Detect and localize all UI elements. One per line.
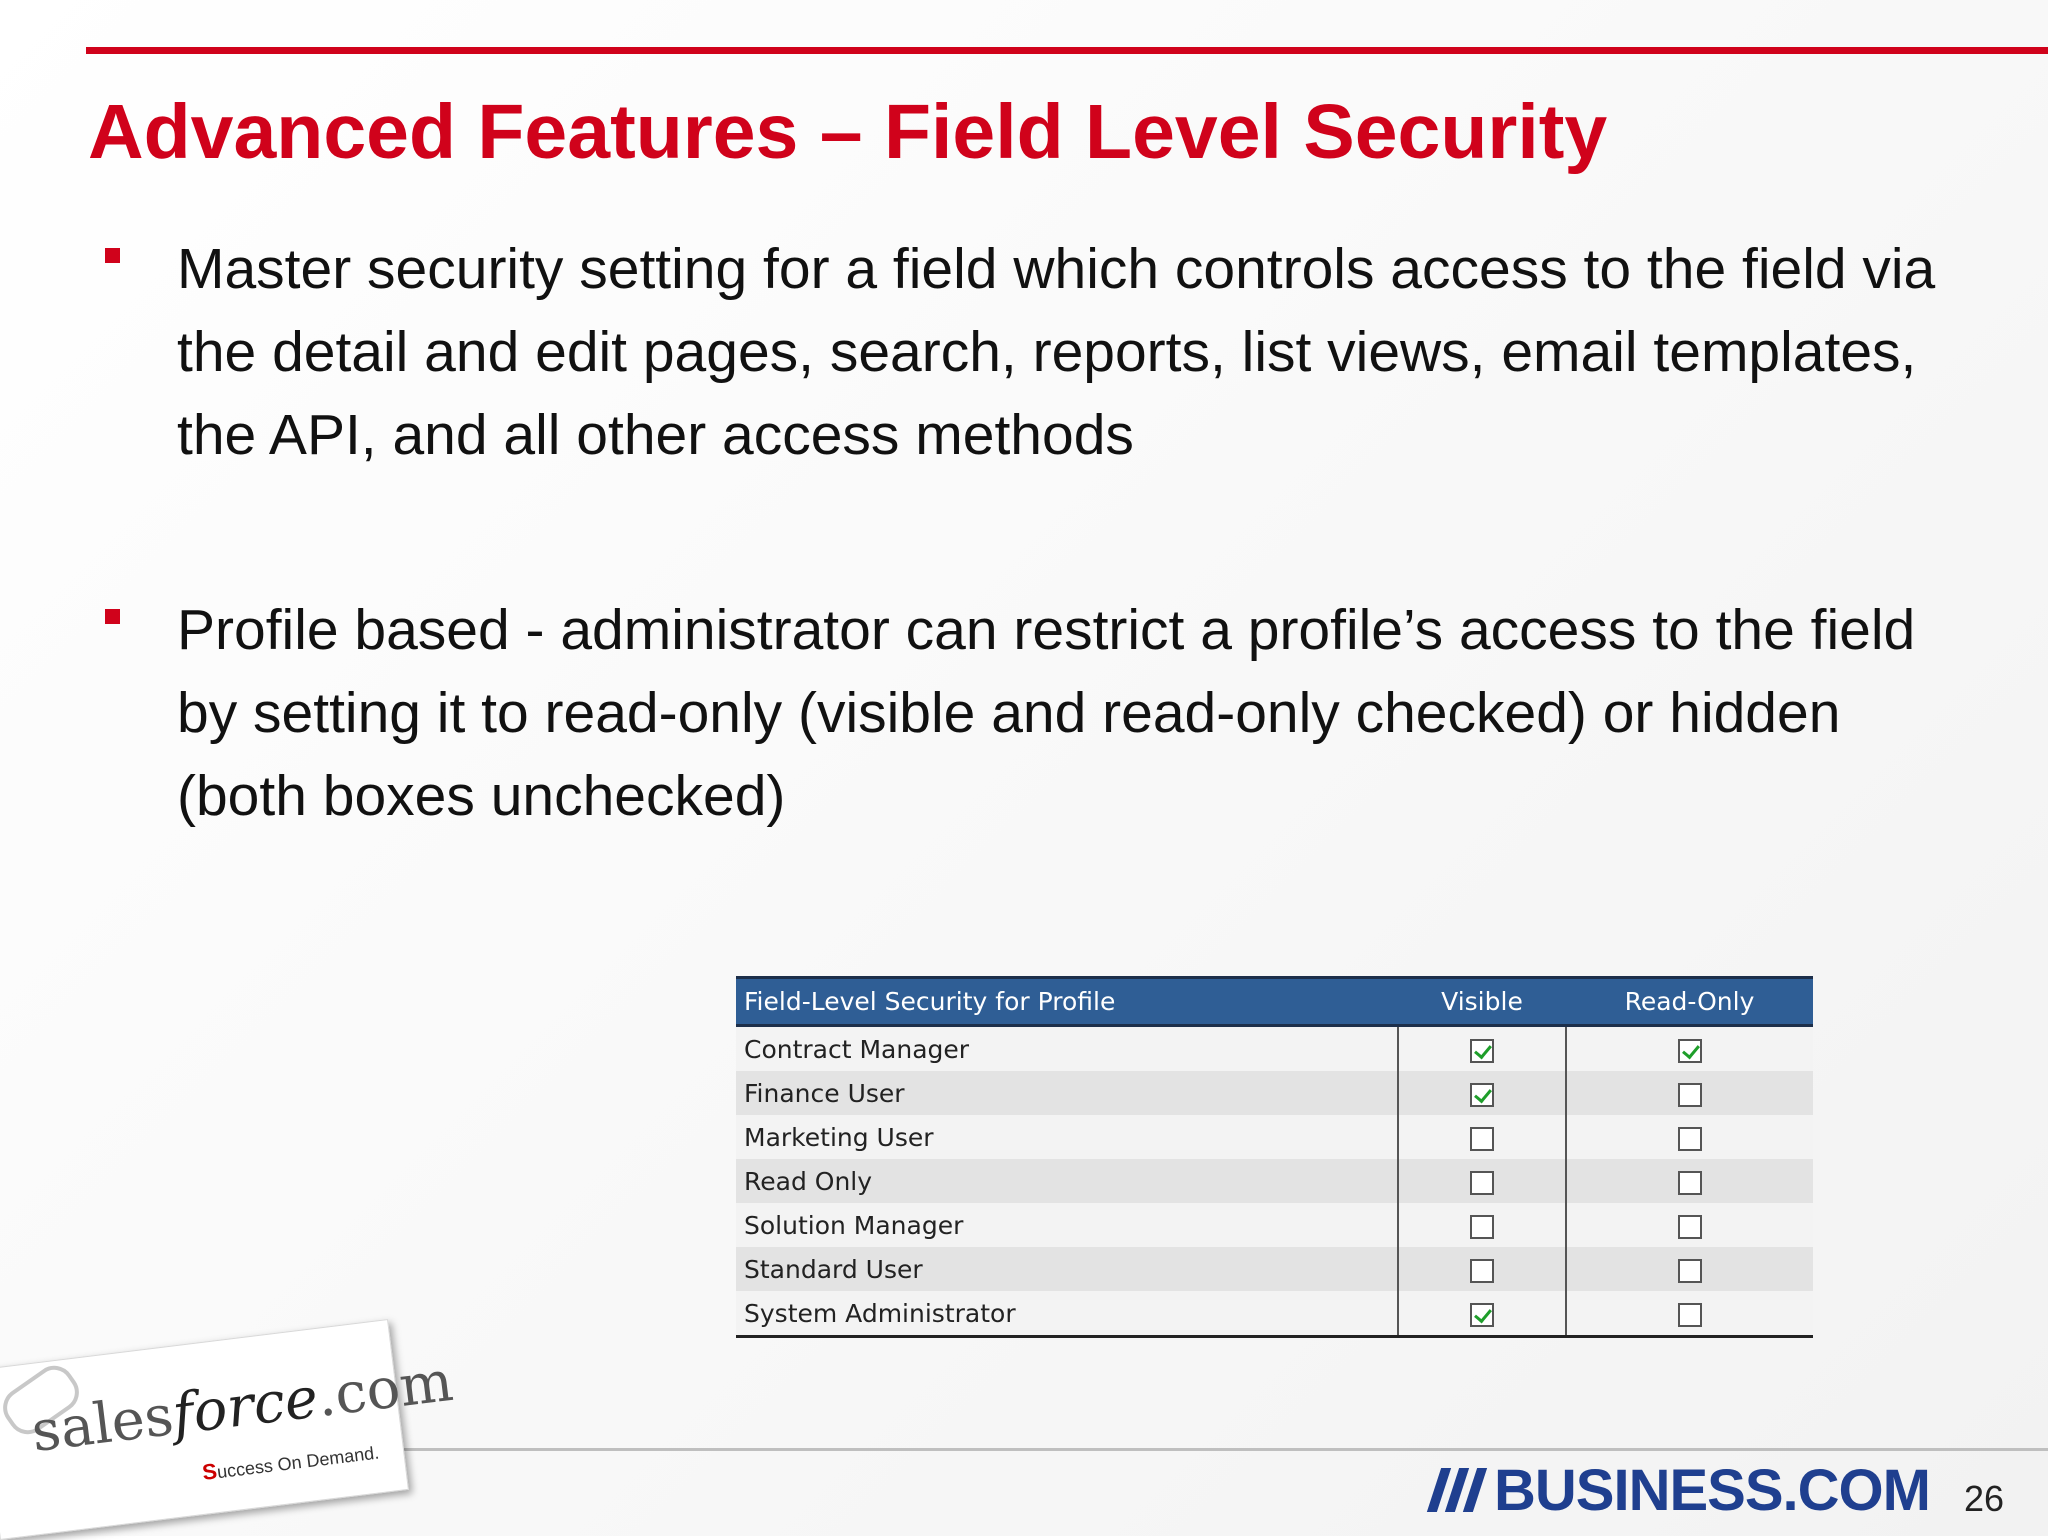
read-only-checkbox[interactable] <box>1678 1259 1702 1283</box>
read-only-checkbox[interactable] <box>1678 1083 1702 1107</box>
table-row <box>736 1159 1813 1203</box>
salesforce-tagline-text: uccess On Demand. <box>215 1442 381 1483</box>
profile-name-cell: Finance User <box>736 1071 1398 1115</box>
visible-checkbox-cell <box>1398 1026 1566 1072</box>
profile-name-cell: Contract Manager <box>736 1026 1398 1072</box>
visible-checkbox[interactable] <box>1470 1039 1494 1063</box>
visible-checkbox-cell <box>1398 1203 1566 1247</box>
page-number: 26 <box>1964 1478 2005 1519</box>
read-only-checkbox-cell <box>1566 1291 1813 1337</box>
profile-name-cell: System Administrator <box>736 1291 1398 1337</box>
table-header-row <box>736 978 1813 1026</box>
table-row <box>736 1115 1813 1159</box>
column-header-visible: Visible <box>1398 978 1566 1026</box>
read-only-checkbox[interactable] <box>1678 1171 1702 1195</box>
salesforce-logo-com: .com <box>313 1348 457 1430</box>
column-header-read-only: Read-Only <box>1566 978 1813 1026</box>
field-level-security-table <box>736 976 1813 1338</box>
read-only-checkbox-cell <box>1566 1247 1813 1291</box>
table-row <box>736 1247 1813 1291</box>
business-com-wordmark: BUSINESS.COM <box>1494 1457 1930 1523</box>
read-only-checkbox-cell <box>1566 1026 1813 1072</box>
visible-checkbox[interactable] <box>1470 1215 1494 1239</box>
visible-checkbox[interactable] <box>1470 1127 1494 1151</box>
visible-checkbox-cell <box>1398 1071 1566 1115</box>
salesforce-logo-sales: sales <box>28 1383 177 1465</box>
read-only-checkbox[interactable] <box>1678 1303 1702 1327</box>
visible-checkbox-cell <box>1398 1291 1566 1337</box>
read-only-checkbox[interactable] <box>1678 1215 1702 1239</box>
read-only-checkbox[interactable] <box>1678 1039 1702 1063</box>
read-only-checkbox[interactable] <box>1678 1127 1702 1151</box>
table-row <box>736 1203 1813 1247</box>
title-rule <box>86 47 2048 54</box>
profile-name-cell: Marketing User <box>736 1115 1398 1159</box>
bullet-square-icon <box>105 248 120 263</box>
profile-name-cell: Standard User <box>736 1247 1398 1291</box>
column-header-profile: Field-Level Security for Profile <box>736 978 1398 1026</box>
visible-checkbox-cell <box>1398 1159 1566 1203</box>
profile-name-cell: Solution Manager <box>736 1203 1398 1247</box>
slide-title: Advanced Features – Field Level Security <box>88 89 1608 175</box>
read-only-checkbox-cell <box>1566 1159 1813 1203</box>
bullet-text: Profile based - administrator can restrict a profile’s access to the field by setting it to read-only (visible and read-only checked) or hidden (both boxes unchecked) <box>177 598 1916 828</box>
visible-checkbox-cell <box>1398 1247 1566 1291</box>
table-body <box>736 1026 1813 1337</box>
read-only-checkbox-cell <box>1566 1203 1813 1247</box>
visible-checkbox-cell <box>1398 1115 1566 1159</box>
table-row <box>736 1291 1813 1337</box>
visible-checkbox[interactable] <box>1470 1171 1494 1195</box>
salesforce-logo-force: force <box>168 1365 322 1448</box>
business-com-logo <box>1428 1457 1930 1523</box>
visible-checkbox[interactable] <box>1470 1259 1494 1283</box>
bullet-text: Master security setting for a field which controls access to the field via the detail and edit pages, search, reports, list views, email templates, the API, and all other access methods <box>177 237 1936 467</box>
table-row <box>736 1071 1813 1115</box>
bullet-square-icon <box>105 609 120 624</box>
business-com-slashes-icon <box>1428 1468 1486 1512</box>
read-only-checkbox-cell <box>1566 1115 1813 1159</box>
table-row <box>736 1026 1813 1072</box>
salesforce-tagline-initial: S <box>200 1458 219 1486</box>
visible-checkbox[interactable] <box>1470 1303 1494 1327</box>
read-only-checkbox-cell <box>1566 1071 1813 1115</box>
visible-checkbox[interactable] <box>1470 1083 1494 1107</box>
profile-name-cell: Read Only <box>736 1159 1398 1203</box>
